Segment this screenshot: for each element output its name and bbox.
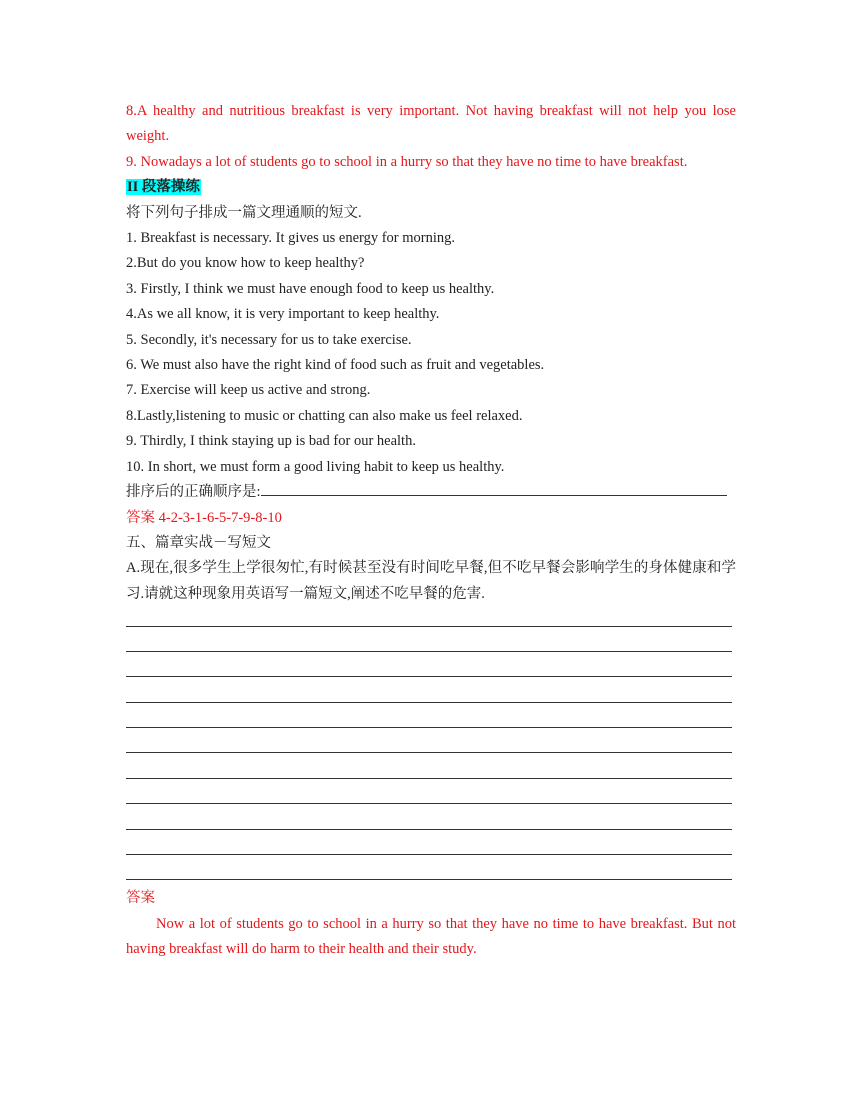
section-2-heading-row (126, 175, 736, 200)
document-content (126, 99, 736, 963)
section-2-instruction: 将下列句子排成一篇文理通顺的短文. (126, 204, 362, 221)
writing-line[interactable] (126, 607, 736, 632)
sentence-item: 3. Firstly, I think we must have enough food to keep us healthy. (126, 280, 495, 297)
order-prompt-row (126, 480, 736, 505)
sentence-item: 10. In short, we must form a good living habit to keep us healthy. (126, 458, 505, 475)
writing-line[interactable] (126, 734, 736, 759)
writing-answer-lines[interactable] (126, 607, 736, 886)
writing-line[interactable] (126, 810, 736, 835)
order-answer-blank[interactable] (261, 481, 727, 496)
order-answer: 答案 4-2-3-1-6-5-7-9-8-10 (126, 509, 282, 526)
sentence-item: 7. Exercise will keep us active and strong. (126, 382, 371, 399)
model-answer-label: 答案 (126, 890, 155, 907)
writing-line[interactable] (126, 861, 736, 886)
writing-line[interactable] (126, 785, 736, 810)
section-5-heading: 五、篇章实战－写短文 (126, 534, 271, 551)
sentence-list (126, 226, 736, 480)
answer-item-8: 8.A healthy and nutritious breakfast is very important. Not having breakfast will not help you lose weight. (126, 103, 736, 145)
sentence-item: 8.Lastly,listening to music or chatting can also make us feel relaxed. (126, 407, 523, 424)
sentence-item: 2.But do you know how to keep healthy? (126, 255, 365, 272)
sentence-item: 1. Breakfast is necessary. It gives us energy for morning. (126, 230, 455, 247)
writing-line[interactable] (126, 836, 736, 861)
sentence-item: 4.As we all know, it is very important to keep healthy. (126, 306, 440, 323)
writing-line[interactable] (126, 709, 736, 734)
sentence-item: 5. Secondly, it's necessary for us to take exercise. (126, 331, 412, 348)
writing-line[interactable] (126, 683, 736, 708)
section-2-heading: II 段落操练 (127, 179, 200, 196)
writing-line[interactable] (126, 759, 736, 784)
writing-line[interactable] (126, 633, 736, 658)
answer-item-9: 9. Nowadays a lot of students go to school in a hurry so that they have no time to have breakfast. (126, 153, 688, 170)
writing-line[interactable] (126, 658, 736, 683)
model-answer-text: Now a lot of students go to school in a hurry so that they have no time to have breakfast. But not having breakfast will do harm to their health and their study. (126, 915, 736, 958)
writing-task-prompt: A.现在,很多学生上学很匆忙,有时候甚至没有时间吃早餐,但不吃早餐会影响学生的身体健康和学习.请就这种现象用英语写一篇短文,阐述不吃早餐的危害. (126, 560, 736, 602)
sentence-item: 9. Thirdly, I think staying up is bad for our health. (126, 433, 416, 450)
order-prompt-label: 排序后的正确顺序是: (126, 484, 261, 501)
sentence-item: 6. We must also have the right kind of food such as fruit and vegetables. (126, 357, 545, 374)
